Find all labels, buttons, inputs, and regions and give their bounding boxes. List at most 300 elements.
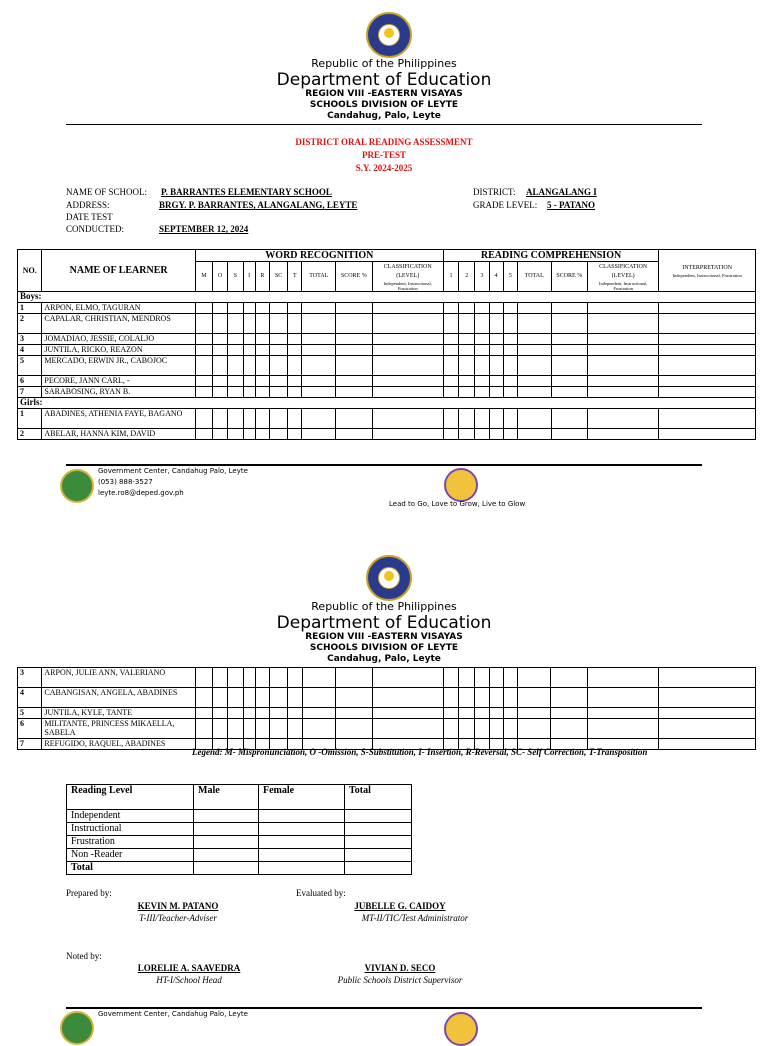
learner-name: ARPON, ELMO, TAGURAN	[42, 303, 195, 314]
department-title-2: Department of Education	[276, 613, 492, 633]
score-cell	[443, 314, 458, 334]
summary-cell	[194, 862, 259, 875]
score-cell	[255, 719, 269, 739]
learner-row	[18, 303, 756, 314]
score-cell	[459, 719, 475, 739]
score-cell	[489, 356, 503, 376]
learner-name: CAPALAR, CHRISTIAN, MENDROS	[42, 314, 195, 334]
score-cell	[489, 376, 503, 387]
score-cell	[459, 429, 475, 440]
score-cell	[372, 708, 443, 719]
score-cell	[228, 668, 243, 688]
col-wr-total: TOTAL	[302, 262, 336, 292]
score-cell	[659, 345, 756, 356]
score-cell	[372, 303, 443, 314]
score-cell	[213, 376, 228, 387]
score-cell	[195, 719, 212, 739]
score-cell	[213, 429, 228, 440]
score-cell	[503, 334, 517, 345]
footer-phone: (053) 888-3527	[98, 478, 153, 486]
score-cell	[255, 314, 269, 334]
summary-header-level: Reading Level	[67, 785, 194, 810]
score-cell	[228, 334, 243, 345]
score-cell	[475, 345, 489, 356]
score-cell	[243, 708, 255, 719]
school-label: NAME OF SCHOOL:	[66, 187, 148, 197]
score-cell	[372, 719, 443, 739]
score-cell	[302, 409, 336, 429]
summary-cell	[345, 862, 412, 875]
score-cell	[336, 334, 373, 345]
col-rc-4: 4	[489, 262, 503, 292]
score-cell	[517, 314, 551, 334]
learner-name: MERCADO, ERWIN JR., CABOJOC	[42, 356, 195, 376]
evaluated-name: JUBELLE G. CAIDOY	[354, 901, 446, 911]
score-cell	[228, 708, 243, 719]
score-cell	[336, 429, 373, 440]
address-line-2: Candahug, Palo, Leyte	[327, 654, 441, 664]
footer-email: leyte.ro8@deped.gov.ph	[98, 489, 184, 497]
score-cell	[443, 387, 458, 398]
learner-row	[18, 409, 756, 429]
word-recognition-header: WORD RECOGNITION	[195, 250, 443, 262]
score-cell	[475, 719, 489, 739]
assessment-title: DISTRICT ORAL READING ASSESSMENT	[295, 137, 473, 147]
learner-row	[18, 345, 756, 356]
learner-row	[18, 668, 756, 688]
address-value: BRGY. P. BARRANTES, ALANGALANG, LEYTE	[159, 200, 358, 210]
score-cell	[551, 409, 588, 429]
score-cell	[195, 356, 212, 376]
col-rc-2: 2	[459, 262, 475, 292]
score-cell	[489, 387, 503, 398]
score-cell	[443, 708, 458, 719]
learner-name: ARPON, JULIE ANN, VALERIANO	[42, 668, 195, 688]
noted2-title: Public Schools District Supervisor	[337, 975, 463, 985]
score-cell	[517, 303, 551, 314]
col-rc-total: TOTAL	[517, 262, 551, 292]
learner-number: 4	[18, 688, 42, 708]
col-t: T	[288, 262, 302, 292]
score-cell	[551, 334, 588, 345]
score-cell	[269, 303, 287, 314]
score-cell	[213, 314, 228, 334]
summary-table	[66, 784, 412, 875]
score-cell	[288, 314, 302, 334]
learner-number: 6	[18, 719, 42, 739]
region-line-2: REGION VIII -EASTERN VISAYAS	[305, 632, 463, 642]
noted1-title: HT-I/School Head	[156, 975, 222, 985]
col-s: S	[228, 262, 243, 292]
score-cell	[551, 314, 588, 334]
score-cell	[588, 303, 659, 314]
learner-number: 2	[18, 429, 42, 440]
score-cell	[243, 303, 255, 314]
learner-name: ABADINES, ATHENIA FAYE, BAGANO	[42, 409, 195, 429]
evaluated-label: Evaluated by:	[296, 888, 346, 898]
col-o: O	[213, 262, 228, 292]
score-cell	[489, 409, 503, 429]
interpretation-header: INTERPRETATION Independent, Instructional, Frustration	[659, 250, 756, 292]
score-cell	[503, 688, 517, 708]
learner-row	[18, 387, 756, 398]
score-cell	[459, 314, 475, 334]
score-cell	[195, 303, 212, 314]
score-cell	[475, 303, 489, 314]
legend: Legend: M- Mispronunciation, O -Omission, S-Substitution, I- Insertion, R-Reversal, SC- Self Correction, T-Transposition	[192, 747, 648, 757]
score-cell	[475, 356, 489, 376]
score-cell	[503, 303, 517, 314]
learner-number: 4	[18, 345, 42, 356]
score-cell	[551, 356, 588, 376]
learner-row	[18, 334, 756, 345]
summary-cell	[259, 810, 345, 823]
summary-cell	[345, 810, 412, 823]
score-cell	[213, 356, 228, 376]
score-cell	[336, 376, 373, 387]
score-cell	[443, 334, 458, 345]
summary-cell	[259, 823, 345, 836]
col-wr-score: SCORE %	[336, 262, 373, 292]
score-cell	[517, 387, 551, 398]
score-cell	[288, 708, 302, 719]
score-cell	[443, 376, 458, 387]
score-cell	[443, 356, 458, 376]
score-cell	[475, 668, 489, 688]
score-cell	[459, 668, 475, 688]
score-cell	[302, 387, 336, 398]
division-line: SCHOOLS DIVISION OF LEYTE	[309, 100, 459, 110]
score-cell	[288, 387, 302, 398]
score-cell	[588, 719, 659, 739]
score-cell	[551, 688, 588, 708]
score-cell	[213, 708, 228, 719]
learner-name: MILITANTE, PRINCESS MIKAELLA, SABELA	[42, 719, 195, 739]
learner-name: JUNTILA, KYLE, TANTE	[42, 708, 195, 719]
score-cell	[659, 387, 756, 398]
score-cell	[551, 668, 588, 688]
footer-address-2: Government Center, Candahug Palo, Leyte	[98, 1010, 248, 1018]
score-cell	[269, 387, 287, 398]
score-cell	[269, 429, 287, 440]
score-cell	[243, 345, 255, 356]
motto-logo-icon	[444, 468, 478, 502]
score-cell	[475, 688, 489, 708]
score-cell	[228, 345, 243, 356]
col-no: NO.	[18, 250, 42, 292]
score-cell	[255, 356, 269, 376]
score-cell	[503, 719, 517, 739]
score-cell	[659, 708, 756, 719]
score-cell	[503, 376, 517, 387]
department-title: Department of Education	[276, 70, 492, 90]
score-cell	[269, 314, 287, 334]
score-cell	[243, 429, 255, 440]
score-cell	[195, 708, 212, 719]
score-cell	[503, 345, 517, 356]
footer-motto: Lead to Go, Love to Grow, Live to Glow	[389, 500, 526, 508]
score-cell	[255, 409, 269, 429]
summary-header-total: Total	[345, 785, 412, 810]
score-cell	[288, 356, 302, 376]
score-cell	[517, 409, 551, 429]
score-cell	[255, 688, 269, 708]
summary-cell	[194, 823, 259, 836]
score-cell	[195, 376, 212, 387]
footer-address: Government Center, Candahug Palo, Leyte	[98, 467, 248, 475]
score-cell	[195, 387, 212, 398]
learner-name: PECORE, JANN CARL, -	[42, 376, 195, 387]
score-cell	[588, 708, 659, 719]
score-cell	[255, 429, 269, 440]
score-cell	[517, 429, 551, 440]
score-cell	[517, 356, 551, 376]
score-cell	[243, 688, 255, 708]
score-cell	[195, 314, 212, 334]
score-cell	[213, 334, 228, 345]
score-cell	[443, 409, 458, 429]
address-label: ADDRESS:	[66, 200, 110, 210]
score-cell	[517, 376, 551, 387]
score-cell	[228, 303, 243, 314]
score-cell	[269, 345, 287, 356]
score-cell	[517, 708, 551, 719]
summary-row	[67, 849, 412, 862]
score-cell	[336, 708, 373, 719]
col-rc-score: SCORE %	[551, 262, 588, 292]
score-cell	[503, 409, 517, 429]
learner-name: JUNTILA, RICKO, REAZON	[42, 345, 195, 356]
score-cell	[243, 387, 255, 398]
score-cell	[270, 719, 288, 739]
score-cell	[288, 334, 302, 345]
score-cell	[503, 668, 517, 688]
score-cell	[475, 334, 489, 345]
prepared-title: T-III/Teacher-Adviser	[139, 913, 217, 923]
score-cell	[228, 429, 243, 440]
date-label-2: CONDUCTED:	[66, 224, 124, 234]
score-cell	[459, 688, 475, 708]
score-cell	[659, 668, 756, 688]
score-cell	[213, 345, 228, 356]
score-cell	[489, 688, 503, 708]
district-value: ALANGALANG I	[526, 187, 597, 197]
score-cell	[243, 668, 255, 688]
col-rc-5: 5	[503, 262, 517, 292]
address-line: Candahug, Palo, Leyte	[327, 111, 441, 121]
score-cell	[255, 387, 269, 398]
learner-number: 6	[18, 376, 42, 387]
learner-name: ABELAR, HANNA KIM, DAVID	[42, 429, 195, 440]
learner-name: JOMADIAO, JESSIE, COLALJO	[42, 334, 195, 345]
noted-label: Noted by:	[66, 951, 102, 961]
score-cell	[288, 719, 302, 739]
school-year: S.Y. 2024-2025	[355, 163, 413, 173]
score-cell	[517, 719, 551, 739]
learner-number: 2	[18, 314, 42, 334]
score-cell	[503, 708, 517, 719]
score-cell	[213, 303, 228, 314]
score-cell	[517, 334, 551, 345]
score-cell	[588, 345, 659, 356]
score-cell	[195, 409, 212, 429]
col-name: NAME OF LEARNER	[42, 250, 195, 292]
grade-label: GRADE LEVEL:	[473, 200, 538, 210]
score-cell	[269, 376, 287, 387]
score-cell	[336, 409, 373, 429]
summary-level: Total	[67, 862, 194, 875]
score-cell	[443, 303, 458, 314]
score-cell	[659, 376, 756, 387]
score-cell	[336, 303, 373, 314]
score-cell	[336, 387, 373, 398]
score-cell	[659, 303, 756, 314]
score-cell	[213, 409, 228, 429]
score-cell	[255, 345, 269, 356]
summary-row	[67, 836, 412, 849]
learner-number: 5	[18, 708, 42, 719]
score-cell	[551, 708, 588, 719]
score-cell	[459, 334, 475, 345]
division-logo-icon-2	[60, 1011, 94, 1045]
score-cell	[459, 387, 475, 398]
score-cell	[302, 708, 336, 719]
deped-seal-icon	[366, 12, 412, 58]
score-cell	[489, 708, 503, 719]
score-cell	[489, 668, 503, 688]
score-cell	[517, 688, 551, 708]
score-cell	[372, 334, 443, 345]
score-cell	[443, 688, 458, 708]
score-cell	[503, 429, 517, 440]
score-cell	[372, 409, 443, 429]
score-cell	[551, 429, 588, 440]
republic-line: Republic of the Philippines	[311, 57, 457, 70]
summary-cell	[194, 810, 259, 823]
learner-number: 7	[18, 739, 42, 750]
score-cell	[228, 314, 243, 334]
score-cell	[475, 376, 489, 387]
score-cell	[302, 719, 336, 739]
learner-table-continued	[17, 667, 756, 750]
prepared-label: Prepared by:	[66, 888, 112, 898]
score-cell	[336, 314, 373, 334]
score-cell	[503, 314, 517, 334]
noted1-name: LORELIE A. SAAVEDRA	[137, 963, 241, 973]
learner-number: 1	[18, 409, 42, 429]
score-cell	[372, 356, 443, 376]
score-cell	[213, 719, 228, 739]
score-cell	[489, 345, 503, 356]
summary-cell	[259, 849, 345, 862]
score-cell	[551, 345, 588, 356]
header-divider	[66, 124, 702, 125]
score-cell	[243, 334, 255, 345]
score-cell	[270, 708, 288, 719]
score-cell	[443, 345, 458, 356]
score-cell	[288, 668, 302, 688]
summary-cell	[259, 836, 345, 849]
score-cell	[243, 409, 255, 429]
col-m: M	[195, 262, 212, 292]
score-cell	[475, 708, 489, 719]
score-cell	[336, 719, 373, 739]
score-cell	[302, 429, 336, 440]
score-cell	[195, 429, 212, 440]
score-cell	[228, 688, 243, 708]
score-cell	[489, 303, 503, 314]
score-cell	[195, 334, 212, 345]
score-cell	[228, 387, 243, 398]
score-cell	[659, 409, 756, 429]
date-value: SEPTEMBER 12, 2024	[159, 224, 249, 234]
score-cell	[228, 409, 243, 429]
score-cell	[489, 334, 503, 345]
score-cell	[588, 334, 659, 345]
summary-cell	[194, 836, 259, 849]
score-cell	[288, 429, 302, 440]
score-cell	[195, 668, 212, 688]
score-cell	[372, 688, 443, 708]
region-line: REGION VIII -EASTERN VISAYAS	[305, 89, 463, 99]
score-cell	[588, 314, 659, 334]
learner-row	[18, 719, 756, 739]
summary-header-female: Female	[259, 785, 345, 810]
learner-number: 3	[18, 334, 42, 345]
evaluated-title: MT-II/TIC/Test Administrator	[361, 913, 469, 923]
score-cell	[269, 409, 287, 429]
score-cell	[302, 334, 336, 345]
deped-seal-icon-2	[366, 555, 412, 601]
summary-row	[67, 810, 412, 823]
score-cell	[475, 314, 489, 334]
score-cell	[588, 409, 659, 429]
score-cell	[459, 345, 475, 356]
grade-value: 5 - PATANO	[547, 200, 595, 210]
col-wr-classification: CLASSIFICATION (LEVEL) Independent, Instructional, Frustration	[372, 262, 443, 292]
learner-row	[18, 376, 756, 387]
district-label: DISTRICT:	[473, 187, 516, 197]
score-cell	[551, 387, 588, 398]
col-rc-1: 1	[443, 262, 458, 292]
division-line-2: SCHOOLS DIVISION OF LEYTE	[309, 643, 459, 653]
score-cell	[659, 739, 756, 750]
score-cell	[336, 688, 373, 708]
score-cell	[372, 376, 443, 387]
score-cell	[243, 356, 255, 376]
learner-name: REFUGIDO, RAQUEL, ABADINES	[42, 739, 195, 750]
score-cell	[195, 688, 212, 708]
col-rc-classification: CLASSIFICATION (LEVEL) Independent, Instructional, Frustration	[588, 262, 659, 292]
score-cell	[659, 688, 756, 708]
score-cell	[372, 668, 443, 688]
score-cell	[255, 376, 269, 387]
score-cell	[372, 429, 443, 440]
score-cell	[459, 409, 475, 429]
score-cell	[228, 719, 243, 739]
learner-name: CABANGISAN, ANGELA, ABADINES	[42, 688, 195, 708]
score-cell	[443, 719, 458, 739]
learner-number: 3	[18, 668, 42, 688]
score-cell	[336, 345, 373, 356]
division-logo-icon	[60, 469, 94, 503]
summary-row	[67, 823, 412, 836]
score-cell	[659, 429, 756, 440]
motto-logo-icon-2	[444, 1012, 478, 1046]
col-r: R	[255, 262, 269, 292]
score-cell	[269, 334, 287, 345]
learner-number: 5	[18, 356, 42, 376]
